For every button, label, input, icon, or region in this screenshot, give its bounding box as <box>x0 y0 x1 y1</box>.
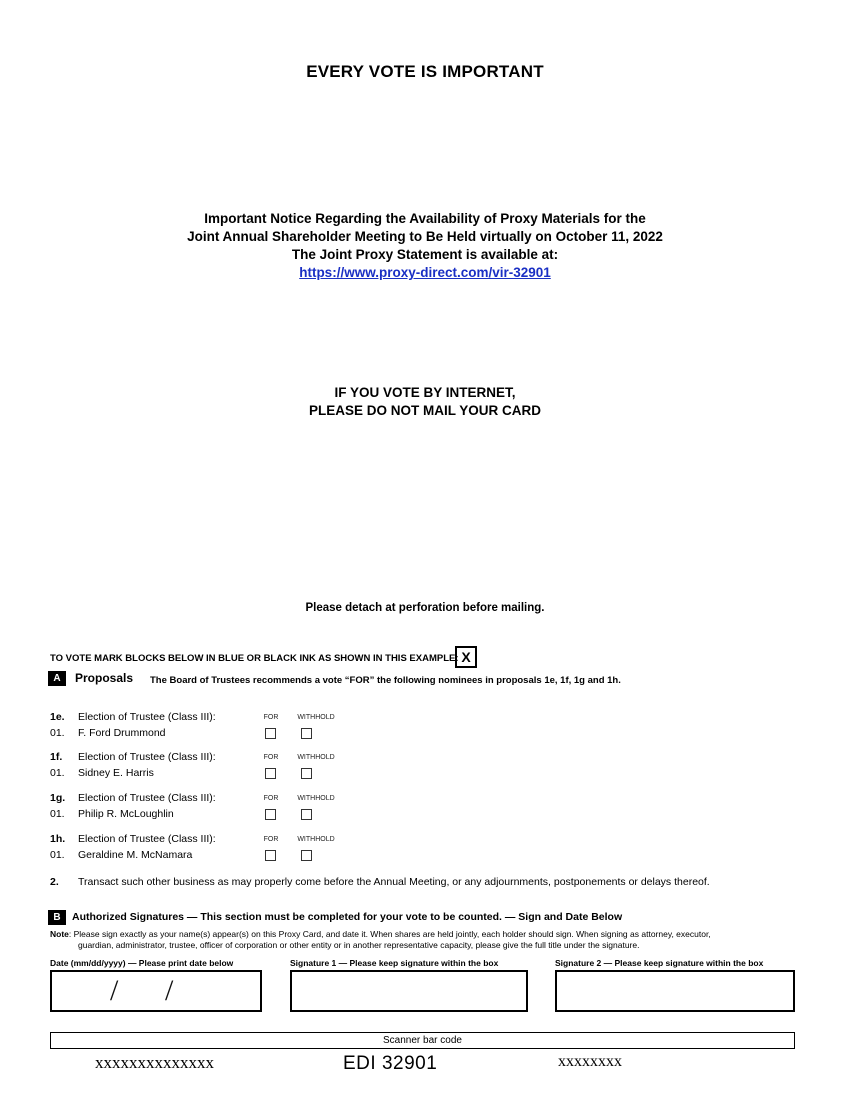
other-business-text: Transact such other business as may properly come before the Annual Meeting, or any adjournments, postponements or delays thereof. <box>78 876 710 888</box>
for-checkbox-1h[interactable] <box>265 850 276 861</box>
withhold-column-label: WITHHOLD <box>297 795 335 802</box>
date-slash-1: / <box>110 974 119 1007</box>
section-b-title: Authorized Signatures — This section must be completed for your vote to be counted. — Sign and Date Below <box>72 911 623 923</box>
section-b-badge: B <box>48 910 66 925</box>
internet-vote-note <box>0 384 850 420</box>
section-a-badge: A <box>48 671 66 686</box>
for-column-label: FOR <box>263 714 279 721</box>
nominee-name: Geraldine M. McNamara <box>78 849 193 861</box>
proposal-id: 1f. <box>50 751 63 763</box>
signature2-input-box[interactable] <box>555 970 795 1012</box>
note-label: Note <box>50 929 69 939</box>
withhold-column-label: WITHHOLD <box>297 714 335 721</box>
signature-note <box>50 929 800 950</box>
withhold-checkbox-1h[interactable] <box>301 850 312 861</box>
proposal-id: 1h. <box>50 833 66 845</box>
proposal-row-1g <box>50 792 795 826</box>
board-recommendation: The Board of Trustees recommends a vote “FOR” the following nominees in proposals 1e, 1f, 1g and 1h. <box>150 675 621 686</box>
proposal-id: 1e. <box>50 711 65 723</box>
nominee-number: 01. <box>50 849 65 861</box>
proposal-id: 1g. <box>50 792 66 804</box>
internet-note-line-2: PLEASE DO NOT MAIL YOUR CARD <box>308 403 542 418</box>
withhold-column-label: WITHHOLD <box>297 754 335 761</box>
example-mark-box: X <box>455 646 477 668</box>
section-a-title: Proposals <box>75 671 134 685</box>
notice-line-3: The Joint Proxy Statement is available at: <box>291 247 559 262</box>
proposal-row-1h <box>50 833 795 867</box>
for-column-label: FOR <box>263 795 279 802</box>
proposal-row-1e <box>50 711 795 745</box>
page-title: EVERY VOTE IS IMPORTANT <box>306 62 544 81</box>
proposal-row-1f <box>50 751 795 785</box>
proposal-title: Election of Trustee (Class III): <box>78 833 216 845</box>
nominee-number: 01. <box>50 727 65 739</box>
notice-line-2: Joint Annual Shareholder Meeting to Be Held virtually on October 11, 2022 <box>187 229 663 244</box>
vote-mark-instructions: TO VOTE MARK BLOCKS BELOW IN BLUE OR BLACK INK AS SHOWN IN THIS EXAMPLE: <box>50 653 459 664</box>
detach-note: Please detach at perforation before mailing. <box>305 602 545 614</box>
proxy-statement-link[interactable]: https://www.proxy-direct.com/vir-32901 <box>299 265 551 280</box>
note-line-1: : Please sign exactly as your name(s) appear(s) on this Proxy Card, and date it. When shares are held jointly, each holder should sign. When signing as attorney, executor, <box>68 929 711 939</box>
other-business-row <box>50 876 795 888</box>
nominee-name: Philip R. McLoughlin <box>78 808 174 820</box>
date-slash-2: / <box>165 974 174 1007</box>
nominee-number: 01. <box>50 767 65 779</box>
signature1-input-box[interactable] <box>290 970 528 1012</box>
signature2-field-label: Signature 2 — Please keep signature within the box <box>555 958 764 968</box>
nominee-number: 01. <box>50 808 65 820</box>
notice-line-1: Important Notice Regarding the Availability of Proxy Materials for the <box>204 211 646 226</box>
control-code-left: xxxxxxxxxxxxxx <box>95 1053 214 1072</box>
withhold-checkbox-1e[interactable] <box>301 728 312 739</box>
proxy-materials-notice <box>0 210 850 282</box>
note-line-2: guardian, administrator, trustee, officer of corporation or other entity or in another representative capacity, please give the full title under the signature. <box>78 939 640 950</box>
nominee-name: Sidney E. Harris <box>78 767 154 779</box>
for-checkbox-1e[interactable] <box>265 728 276 739</box>
for-column-label: FOR <box>263 754 279 761</box>
withhold-checkbox-1f[interactable] <box>301 768 312 779</box>
date-field-label: Date (mm/dd/yyyy) — Please print date below <box>50 958 234 968</box>
proposal-title: Election of Trustee (Class III): <box>78 792 216 804</box>
control-code-right: xxxxxxxx <box>558 1053 622 1070</box>
for-checkbox-1g[interactable] <box>265 809 276 820</box>
proposal-title: Election of Trustee (Class III): <box>78 711 216 723</box>
withhold-column-label: WITHHOLD <box>297 836 335 843</box>
for-checkbox-1f[interactable] <box>265 768 276 779</box>
internet-note-line-1: IF YOU VOTE BY INTERNET, <box>334 385 516 400</box>
edi-code: EDI 32901 <box>343 1053 438 1074</box>
scanner-bar-code-box: Scanner bar code <box>50 1032 795 1049</box>
signature1-field-label: Signature 1 — Please keep signature within the box <box>290 958 499 968</box>
nominee-name: F. Ford Drummond <box>78 727 166 739</box>
withhold-checkbox-1g[interactable] <box>301 809 312 820</box>
proposal-title: Election of Trustee (Class III): <box>78 751 216 763</box>
other-business-id: 2. <box>50 876 59 888</box>
date-input-box[interactable] <box>50 970 262 1012</box>
for-column-label: FOR <box>263 836 279 843</box>
